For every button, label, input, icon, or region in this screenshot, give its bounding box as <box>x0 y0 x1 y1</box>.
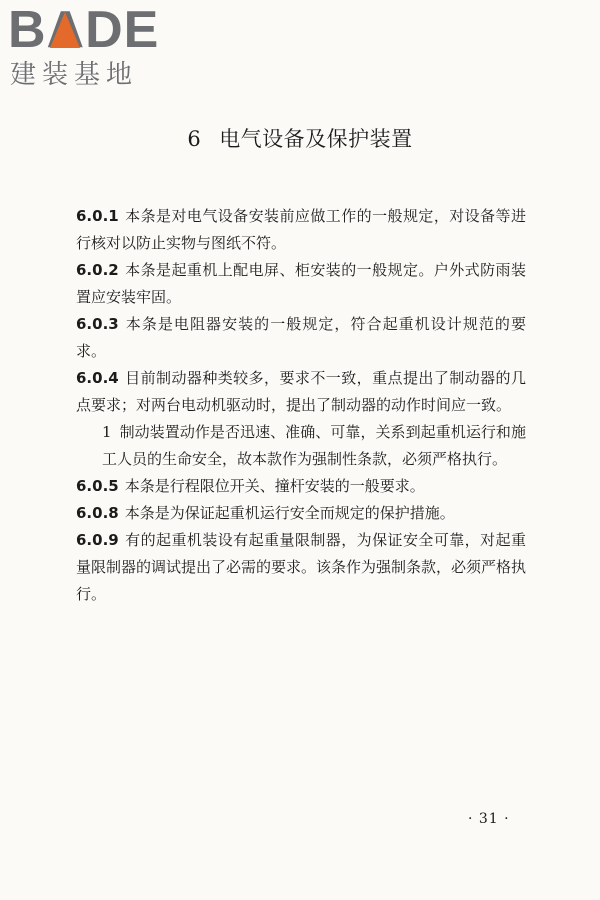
clause-paragraph <box>76 203 526 257</box>
logo <box>8 1 178 96</box>
clause-text: 本条是为保证起重机运行安全而规定的保护措施。 <box>124 504 455 522</box>
logo-subtitle: 建装基地 <box>10 60 139 90</box>
clause-number: 6.0.8 <box>76 504 119 522</box>
clause-number: 6.0.9 <box>76 531 119 549</box>
logo-triangle-icon <box>50 12 80 48</box>
clause-text: 本条是起重机上配电屏、柜安装的一般规定。户外式防雨装置应安装牢固。 <box>76 261 526 306</box>
clause-paragraph <box>76 500 526 527</box>
clause-paragraph <box>76 311 526 365</box>
clause-text: 本条是行程限位开关、撞杆安装的一般要求。 <box>124 477 425 495</box>
document-body <box>76 203 526 608</box>
clause-text: 有的起重机装设有起重量限制器，为保证安全可靠，对起重量限制器的调试提出了必需的要求。该条作为强制条款，必须严格执行。 <box>76 531 527 603</box>
clause-number: 6.0.5 <box>76 477 119 495</box>
logo-wordmark: BADE <box>8 1 160 59</box>
clause-text: 本条是对电气设备安装前应做工作的一般规定，对设备等进行核对以防止实物与图纸不符。 <box>76 207 526 252</box>
section-number: 6 <box>187 127 202 151</box>
clause-paragraph <box>76 365 526 419</box>
clause-text: 本条是电阻器安装的一般规定，符合起重机设计规范的要求。 <box>76 315 526 360</box>
section-heading <box>0 127 600 152</box>
clause-paragraph <box>76 257 526 311</box>
clause-number: 6.0.4 <box>76 369 119 387</box>
clause-number: 6.0.2 <box>76 261 119 279</box>
clause-paragraph <box>76 527 526 608</box>
clause-paragraph <box>76 473 526 500</box>
clause-text: 目前制动器种类较多，要求不一致，重点提出了制动器的几点要求；对两台电动机驱动时，提出了制动器的动作时间应一致。 <box>76 369 526 414</box>
item-text: 制动装置动作是否迅速、准确、可靠，关系到起重机运行和施工人员的生命安全，故本款作为强制性条款，必须严格执行。 <box>102 423 526 468</box>
clause-number: 6.0.3 <box>76 315 119 333</box>
clause-item <box>76 419 526 473</box>
page-number: · 31 · <box>468 811 510 827</box>
item-number: 1 <box>102 423 112 441</box>
section-title: 电气设备及保护装置 <box>219 127 413 151</box>
clause-number: 6.0.1 <box>76 207 119 225</box>
